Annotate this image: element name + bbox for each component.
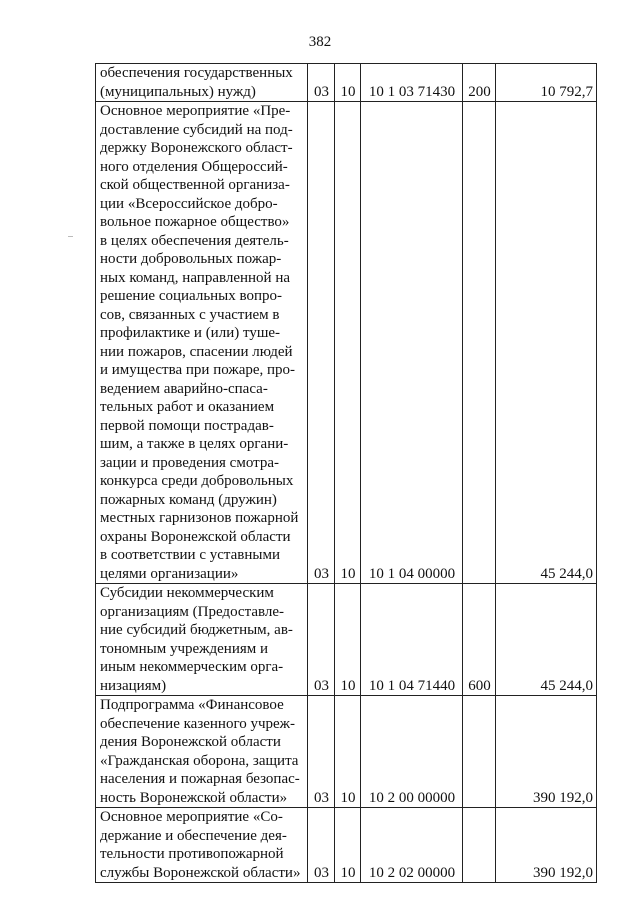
- row-name-line: ской общественной организа-: [100, 177, 290, 193]
- row-name-cell: [96, 102, 308, 584]
- budget-table-body: [96, 64, 597, 883]
- row-name-line: дения Воронежской области: [100, 734, 281, 750]
- row-name-line: населения и пожарная безопас-: [100, 771, 300, 787]
- section-code-cell: 03: [308, 102, 335, 584]
- row-name-line: тономным учреждениям и: [100, 640, 269, 657]
- table-row: [96, 808, 597, 883]
- row-name-cell: [96, 696, 308, 808]
- row-name-cell: [96, 584, 308, 696]
- row-name-line: низациям): [100, 677, 167, 694]
- row-name-line: зации и проведения смотра-: [100, 454, 280, 471]
- table-row: [96, 102, 597, 584]
- row-name-cell: [96, 808, 308, 883]
- section-code-cell: 03: [308, 808, 335, 883]
- table-row: [96, 584, 597, 696]
- amount-cell: 45 244,0: [496, 584, 597, 696]
- table-row: [96, 696, 597, 808]
- expense-type-cell: 600: [463, 584, 496, 696]
- row-name-line: вольное пожарное общество»: [100, 214, 290, 230]
- expense-type-cell: 200: [463, 64, 496, 102]
- row-name-line: Основное мероприятие «Пре-: [100, 103, 291, 119]
- row-name-line: и имущества при пожаре, про-: [100, 362, 296, 378]
- row-name-line: ных команд, направленной на: [100, 269, 291, 286]
- row-name-line: тельных работ и оказанием: [100, 399, 275, 415]
- target-article-cell: 10 1 04 71440: [361, 584, 463, 696]
- subsection-code-cell: 10: [335, 102, 361, 584]
- amount-cell: 10 792,7: [496, 64, 597, 102]
- row-name-line: ние субсидий бюджетным, ав-: [100, 622, 293, 638]
- amount-cell: 390 192,0: [496, 808, 597, 883]
- row-name-line: ного отделения Общероссий-: [100, 158, 288, 175]
- row-name-line: (муниципальных) нужд): [100, 83, 256, 100]
- row-name-line: тельности противопожарной: [100, 846, 284, 862]
- row-name-line: организациям (Предоставле-: [100, 603, 285, 620]
- row-name-line: Основное мероприятие «Со-: [100, 809, 283, 825]
- subsection-code-cell: 10: [335, 64, 361, 102]
- target-article-cell: 10 2 00 00000: [361, 696, 463, 808]
- margin-mark: [68, 236, 73, 237]
- table-row: [96, 64, 597, 102]
- subsection-code-cell: 10: [335, 584, 361, 696]
- row-name-line: ведением аварийно-спаса-: [100, 380, 268, 397]
- row-name-line: доставление субсидий на под-: [100, 121, 293, 138]
- expense-type-cell: [463, 808, 496, 883]
- expense-type-cell: [463, 102, 496, 584]
- row-name-line: целями организации»: [100, 565, 239, 582]
- row-name-line: держание и обеспечение дея-: [100, 827, 287, 844]
- subsection-code-cell: 10: [335, 808, 361, 883]
- row-name-line: пожарных команд (дружин): [100, 491, 277, 508]
- row-name-line: обеспечение казенного учреж-: [100, 715, 296, 732]
- row-name-line: местных гарнизонов пожарной: [100, 510, 299, 526]
- row-name-cell: [96, 64, 308, 102]
- row-name-line: профилактике и (или) туше-: [100, 325, 281, 341]
- expense-type-cell: [463, 696, 496, 808]
- row-name-line: шим, а также в целях органи-: [100, 436, 289, 452]
- row-name-line: Субсидии некоммерческим: [100, 585, 274, 601]
- row-name-line: Подпрограмма «Финансовое: [100, 697, 284, 713]
- row-name-line: «Гражданская оборона, защита: [100, 752, 299, 769]
- row-name-line: решение социальных вопро-: [100, 288, 283, 304]
- row-name-line: сов, связанных с участием в: [100, 306, 280, 323]
- row-name-line: обеспечения государственных: [100, 65, 293, 81]
- row-name-line: в целях обеспечения деятель-: [100, 232, 289, 249]
- row-name-line: первой помощи пострадав-: [100, 417, 274, 434]
- section-code-cell: 03: [308, 64, 335, 102]
- target-article-cell: 10 1 04 00000: [361, 102, 463, 584]
- row-name-line: охраны Воронежской области: [100, 528, 291, 545]
- page-number: 382: [308, 34, 332, 50]
- row-name-line: иным некоммерческим орга-: [100, 659, 284, 675]
- target-article-cell: 10 1 03 71430: [361, 64, 463, 102]
- row-name-line: конкурса среди добровольных: [100, 473, 294, 489]
- row-name-line: нии пожаров, спасении людей: [100, 343, 293, 360]
- row-name-line: ность Воронежской области»: [100, 789, 288, 806]
- section-code-cell: 03: [308, 584, 335, 696]
- subsection-code-cell: 10: [335, 696, 361, 808]
- row-name-line: ции «Всероссийское добро-: [100, 195, 278, 212]
- section-code-cell: 03: [308, 696, 335, 808]
- target-article-cell: 10 2 02 00000: [361, 808, 463, 883]
- row-name-line: в соответствии с уставными: [100, 547, 281, 563]
- amount-cell: 45 244,0: [496, 102, 597, 584]
- budget-table: [95, 63, 597, 883]
- row-name-line: ности добровольных пожар-: [100, 251, 282, 267]
- row-name-line: держку Воронежского област-: [100, 140, 293, 156]
- amount-cell: 390 192,0: [496, 696, 597, 808]
- row-name-line: службы Воронежской области»: [100, 864, 301, 881]
